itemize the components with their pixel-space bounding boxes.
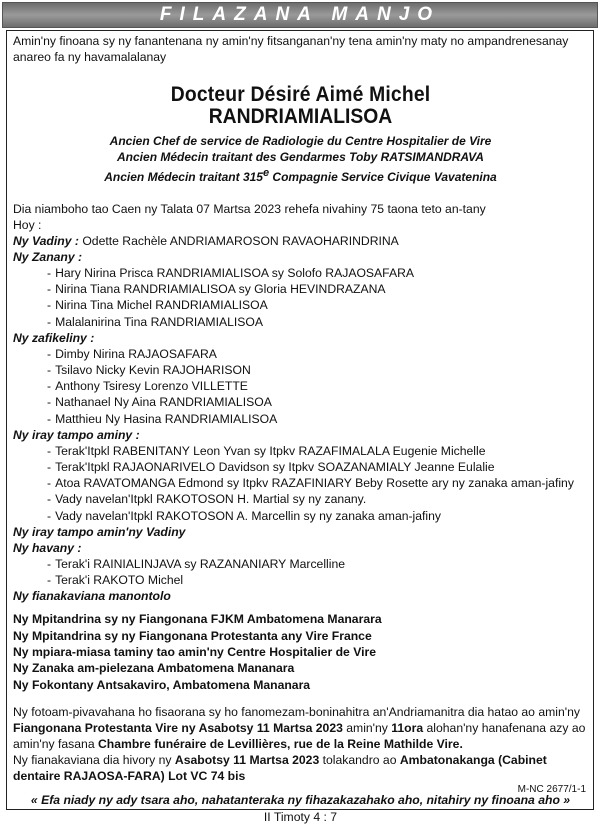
bible-verse: II Timoty 4 : 7: [263, 810, 338, 825]
title-line-3: [13, 165, 588, 185]
institution-line: Ny Mpitandrina sy ny Fiangonana FJKM Ambatomena Manarara: [13, 612, 382, 627]
grandchild-name: Anthony Tsiresy Lorenzo VILLETTE: [55, 379, 248, 394]
grandchild-name: Matthieu Ny Hasina RANDRIAMIALISOA: [55, 411, 278, 426]
list-item: - Anthony Tsiresy Lorenzo VILLETTE: [47, 379, 248, 394]
spouse-label: Ny Vadiny :: [13, 234, 79, 248]
child-name: Nirina Tina Michel RANDRIAMIALISOA: [55, 298, 268, 313]
hoy-label: Hoy :: [13, 218, 42, 232]
sibling-name: Vady navelan'Itpkl RAKOTOSON H. Martial sy ny zanany.: [55, 492, 367, 507]
spouse-siblings-label: Ny iray tampo amin'ny Vadiny: [13, 524, 186, 539]
list-item: - Terak'Itpkl RAJAONARIVELO Davidson sy Itpkv SOAZANAMIALY Jeanne Eulalie: [47, 460, 495, 475]
child-name: Hary Nirina Prisca RANDRIAMIALISOA sy Solofo RAJAOSAFARA: [55, 266, 415, 280]
list-item: - Terak'Itpkl RABENITANY Leon Yvan sy Itpkv RAZAFIMALALA Eugenie Michelle: [47, 443, 486, 458]
gathering-place: Ambatonakanga (Cabinet dentaire RAJAOSA-FARA) Lot VC 74 bis: [13, 753, 547, 784]
list-item: - Tsilavo Nicky Kevin RAJOHARISON: [47, 363, 251, 378]
deceased-name-line1: Docteur Désiré Aimé Michel: [170, 83, 431, 106]
list-item: - Matthieu Ny Hasina RANDRIAMIALISOA: [47, 411, 278, 426]
family-section: [13, 201, 588, 825]
family-label: Ny fianakaviana manontolo: [13, 589, 171, 604]
funeral-paragraph-2: [13, 752, 588, 784]
institution-line: Ny mpiara-miasa taminy tao amin'ny Centre Hospitalier de Vire: [13, 645, 377, 660]
title-line-1: Ancien Chef de service de Radiologie du Centre Hospitalier de Vire: [109, 134, 492, 148]
title-line-3-post: Compagnie Service Civique Vavatenina: [269, 170, 497, 184]
announcement: Dia niamboho tao Caen ny Talata 07 Martsa 2023 rehefa nivahiny 75 taona teto an-tany: [13, 202, 486, 216]
title-line-3-sup: e: [262, 167, 270, 179]
grandchild-name: Nathanael Ny Aina RANDRIAMIALISOA: [55, 395, 272, 410]
funeral-place: Chambre funéraire de Levillières, rue de la Reine Mathilde Vire.: [97, 737, 463, 752]
reference-code: M-NC 2677/1-1: [517, 784, 586, 795]
havany-label: Ny havany :: [13, 540, 82, 555]
funeral-text: alohan'ny hanafenana azy ao amin'ny fasana: [13, 721, 586, 752]
funeral-text: tolakandro ao: [319, 753, 400, 768]
funeral-text: amin'ny: [342, 721, 392, 736]
funeral-text: Ny fotoam-pivavahana ho fisaorana sy ho fanomezam-boninahitra an'Andriamanitra dia hatao ao amin'ny: [13, 705, 580, 720]
funeral-time: 11ora: [391, 721, 424, 736]
sibling-name: Vady navelan'Itpkl RAKOTOSON A. Marcellin sy ny zanaka aman-jafiny: [55, 508, 442, 523]
funeral-church: Fiangonana Protestanta Vire ny Asabotsy 11 Martsa 2023: [13, 721, 343, 736]
list-item: - Nirina Tiana RANDRIAMIALISOA sy Gloria HEVINDRAZANA: [47, 282, 386, 297]
list-item: - Vady navelan'Itpkl RAKOTOSON A. Marcellin sy ny zanaka aman-jafiny: [47, 508, 442, 523]
intro-text: Amin'ny finoana sy ny fanantenana ny amin'ny fitsanganan'ny tena amin'ny maty no ampandrenesanay anareo fa ny havamalalanay: [13, 34, 569, 64]
relative-name: Terak'i RAINIALINJAVA sy RAZANANIARY Marcelline: [55, 556, 346, 571]
institutions-list: [13, 611, 588, 693]
institution-line: Ny Fokontany Antsakaviro, Ambatomena Mananara: [13, 677, 311, 692]
child-name: Malalanirina Tina RANDRIAMIALISOA: [55, 314, 263, 329]
spouse-name: Odette Rachèle ANDRIAMAROSON RAVAOHARINDRINA: [82, 234, 399, 248]
list-item: - Dimby Nirina RAJAOSAFARA: [47, 346, 217, 361]
list-item: - Malalanirina Tina RANDRIAMIALISOA: [47, 314, 263, 329]
gathering-date: Asabotsy 11 Martsa 2023: [174, 753, 320, 768]
grandchild-name: Dimby Nirina RAJAOSAFARA: [55, 346, 217, 361]
title-line-2: Ancien Médecin traitant des Gendarmes Toby RATSIMANDRAVA: [117, 150, 484, 164]
grandchild-name: Tsilavo Nicky Kevin RAJOHARISON: [55, 363, 251, 378]
spouse-line: [13, 233, 588, 249]
list-item: - Hary Nirina Prisca RANDRIAMIALISOA sy Solofo RAJAOSAFARA: [47, 266, 415, 280]
deceased-titles: [13, 133, 588, 185]
institution-line: Ny Mpitandrina sy ny Fiangonana Protestanta any Vire France: [13, 628, 372, 643]
bible-quote: « Efa niady ny ady tsara aho, nahatanteraka ny fihazakazahako aho, nitahiry ny finoana aho »: [30, 793, 571, 808]
page-header: FILAZANA MANJO: [2, 2, 598, 28]
child-name: Nirina Tiana RANDRIAMIALISOA sy Gloria HEVINDRAZANA: [55, 282, 386, 297]
list-item: - Terak'i RAINIALINJAVA sy RAZANANIARY Marcelline: [47, 556, 346, 571]
children-label: Ny Zanany :: [13, 250, 83, 264]
funeral-details: [13, 704, 588, 784]
siblings-label: Ny iray tampo aminy :: [13, 427, 140, 442]
list-item: - Terak'i RAKOTO Michel: [47, 573, 184, 588]
list-item: - Vady navelan'Itpkl RAKOTOSON H. Martial sy ny zanany.: [47, 492, 367, 507]
sibling-name: Terak'Itpkl RAJAONARIVELO Davidson sy Itpkv SOAZANAMIALY Jeanne Eulalie: [55, 460, 495, 475]
list-item: - Nirina Tina Michel RANDRIAMIALISOA: [47, 298, 268, 313]
title-line-3-pre: Ancien Médecin traitant 315: [104, 170, 263, 184]
list-item: - Atoa RAVATOMANGA Edmond sy Itpkv RAZAFINIARY Beby Rosette ary ny zanaka aman-jafiny: [47, 476, 574, 491]
sibling-name: Terak'Itpkl RABENITANY Leon Yvan sy Itpkv RAZAFIMALALA Eugenie Michelle: [55, 443, 486, 458]
sibling-name: Atoa RAVATOMANGA Edmond sy Itpkv RAZAFINIARY Beby Rosette ary ny zanaka aman-jafiny: [55, 476, 574, 491]
institution-line: Ny Zanaka am-pielezana Ambatomena Mananara: [13, 661, 295, 676]
funeral-text: Ny fianakaviana dia hivory ny: [13, 753, 175, 768]
funeral-paragraph-1: [13, 704, 588, 752]
deceased-name-line2: RANDRIAMIALISOA: [208, 105, 393, 128]
list-item: - Nathanael Ny Aina RANDRIAMIALISOA: [47, 395, 272, 410]
grandchildren-label: Ny zafikeliny :: [13, 330, 95, 345]
relative-name: Terak'i RAKOTO Michel: [55, 573, 184, 588]
obituary-content: [13, 33, 588, 825]
